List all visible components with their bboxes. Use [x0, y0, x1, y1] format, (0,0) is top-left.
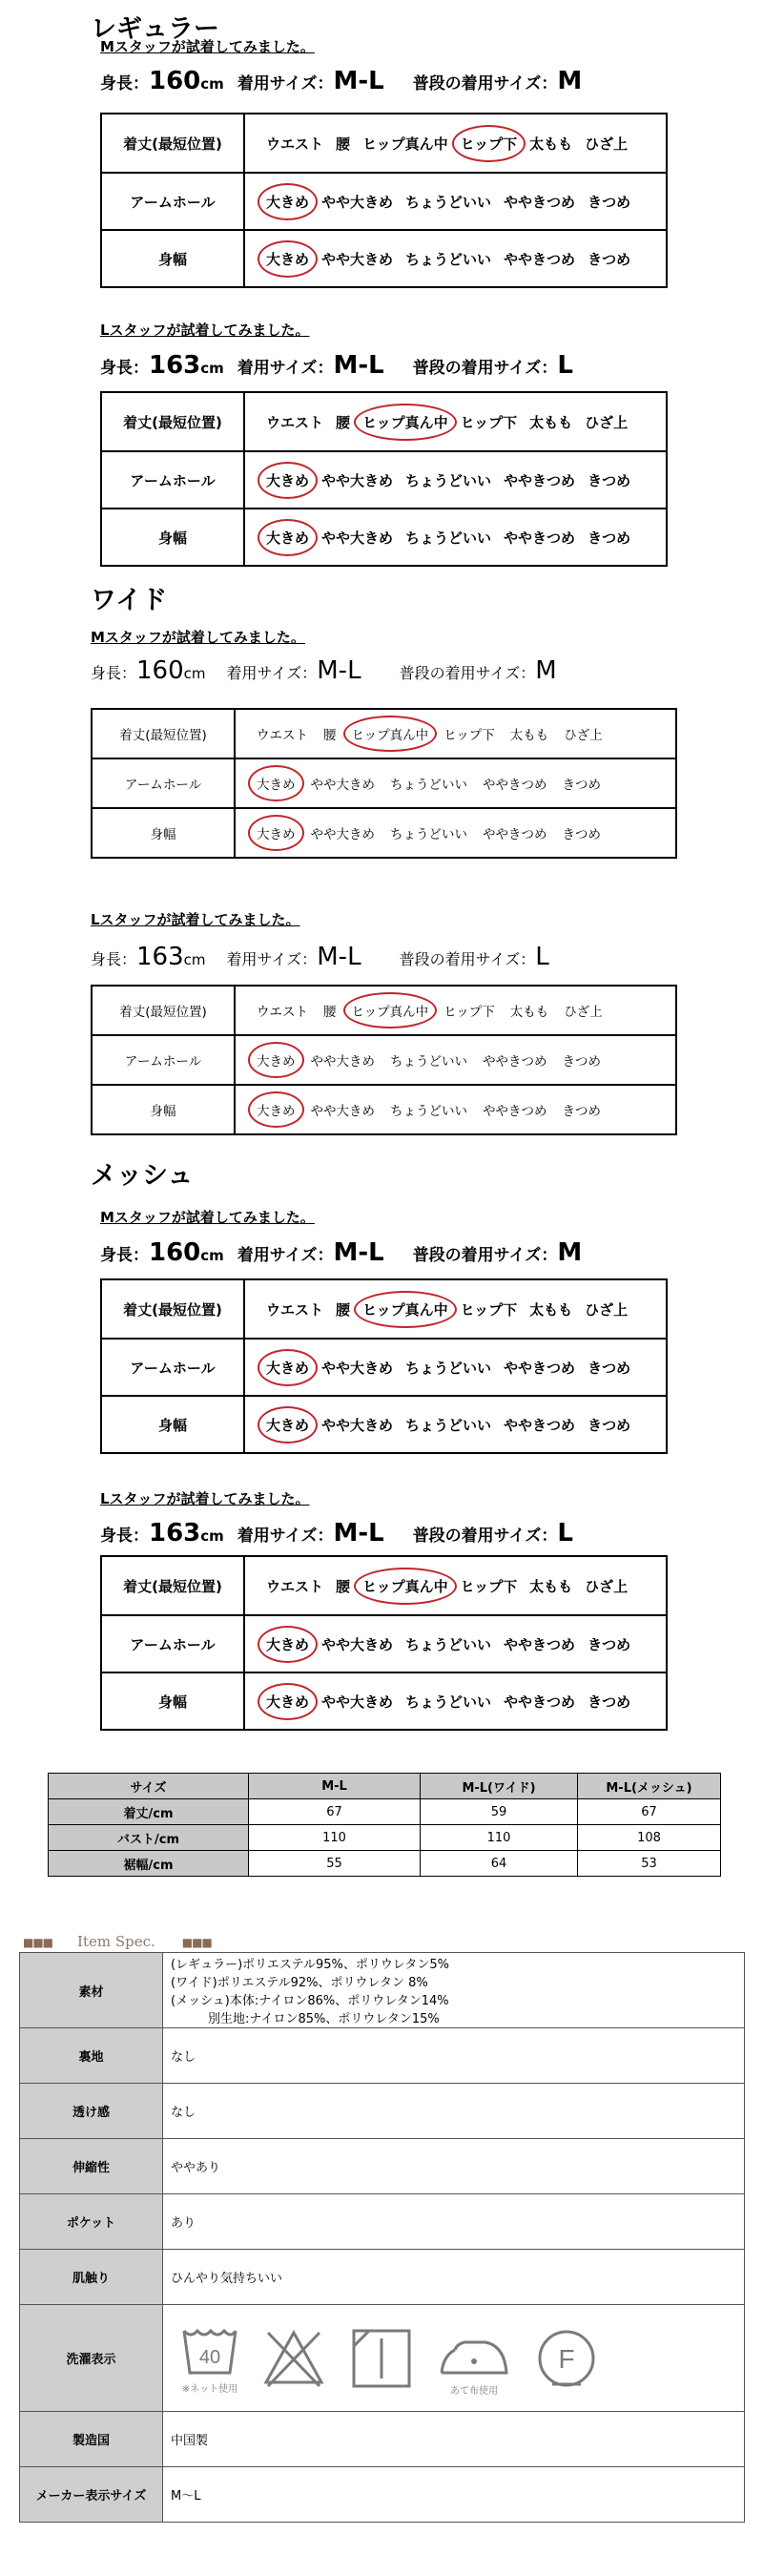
fit-row: [92, 709, 676, 758]
fit-option-selected: 大きめ: [266, 1416, 310, 1434]
usual-label: 普段の着用サイズ：: [412, 359, 558, 378]
spec-value-line: なし: [171, 2106, 196, 2120]
size-header-cell: サイズ: [49, 1774, 249, 1799]
fit-row-label: アームホール: [101, 1339, 244, 1396]
iron-low-cloth-icon: [436, 2317, 512, 2399]
fit-row: [101, 230, 667, 287]
fit-row: [92, 1035, 676, 1085]
fit-row: [101, 451, 667, 509]
fit-option: ややきつめ: [504, 471, 576, 489]
fit-option: 太もも: [509, 1005, 549, 1020]
fit-option-selected: 大きめ: [257, 1050, 296, 1070]
usual-label: 普段の着用サイズ：: [399, 950, 536, 968]
fit-option: やや大きめ: [321, 193, 394, 211]
fit-option: ウエスト: [266, 1300, 324, 1319]
spec-row: [20, 1953, 745, 2028]
fit-table: [100, 113, 668, 288]
size-label: 着用サイズ：: [237, 1246, 334, 1265]
fit-option-selected: 大きめ: [266, 1693, 310, 1711]
spec-key: 裏地: [20, 2028, 163, 2084]
fit-table: [91, 985, 677, 1135]
fit-option: 太もも: [529, 135, 573, 153]
fit-option: 腰: [336, 1577, 351, 1595]
fit-option: 腰: [323, 1005, 337, 1020]
section-title: ワイド: [91, 586, 168, 615]
fit-option-selected: ヒップ真ん中: [362, 413, 448, 431]
fit-option: ヒップ下: [460, 1577, 518, 1595]
svg-text:あて布使用: あて布使用: [450, 2385, 498, 2397]
spec-value-line: なし: [171, 2050, 196, 2065]
size-header-cell: M-L(メッシュ): [578, 1774, 721, 1799]
size-cell: 59: [421, 1799, 578, 1825]
spec-value: [163, 2194, 745, 2250]
fit-option-selected: 大きめ: [266, 1635, 310, 1653]
fit-options: [244, 1556, 667, 1615]
spec-value: [163, 2139, 745, 2194]
fit-option-selected: ヒップ真ん中: [352, 1001, 429, 1020]
spec-value: [163, 2250, 745, 2305]
spec-row: [20, 2139, 745, 2194]
fit-table: [100, 391, 668, 567]
fit-option: ちょうどいい: [405, 1635, 492, 1653]
fit-option: ひざ上: [585, 1300, 629, 1319]
fit-option-selected: ヒップ真ん中: [362, 1577, 448, 1595]
fit-option: ややきつめ: [483, 827, 547, 842]
fit-option: ややきつめ: [504, 1693, 576, 1711]
fit-option: ウエスト: [266, 135, 324, 153]
height-label: 身長：: [91, 950, 137, 968]
size-table-row: [49, 1799, 721, 1825]
line-dry-shade-icon: [348, 2325, 415, 2392]
staff-caption: Mスタッフが試着してみました。: [91, 629, 305, 646]
usual-value: L: [557, 351, 573, 380]
spec-key: 製造国: [20, 2412, 163, 2467]
fit-row-label: 着丈(最短位置): [101, 392, 244, 451]
fit-option: ヒップ下: [460, 413, 518, 431]
fit-option: ちょうどいい: [390, 778, 467, 793]
fit-option: やや大きめ: [310, 778, 375, 793]
fit-option: ちょうどいい: [405, 471, 492, 489]
fit-row: [101, 1672, 667, 1730]
size-label: 着用サイズ：: [237, 74, 334, 93]
fit-row-label: アームホール: [101, 1615, 244, 1672]
fit-option: ややきつめ: [504, 193, 576, 211]
fit-option: ややきつめ: [483, 1104, 547, 1119]
usual-label: 普段の着用サイズ：: [412, 1527, 558, 1546]
size-value: M-L: [317, 656, 361, 685]
fit-option: 腰: [336, 1300, 351, 1319]
fit-row: [101, 114, 667, 173]
fit-options: [244, 509, 667, 566]
fit-option: ちょうどいい: [405, 1416, 492, 1434]
fit-option: ちょうどいい: [405, 1359, 492, 1377]
fit-options: [244, 1339, 667, 1396]
spec-value-line: 中国製: [171, 2434, 209, 2448]
fit-table: [91, 708, 677, 859]
fit-option: やや大きめ: [321, 250, 394, 268]
fit-option: ひざ上: [564, 728, 603, 743]
staff-caption: Mスタッフが試着してみました。: [100, 1209, 315, 1226]
fit-option: やや大きめ: [321, 471, 394, 489]
size-cell: 67: [249, 1799, 421, 1825]
spec-value-line: (レギュラー)ポリエステル95%、ポリウレタン5%: [171, 1958, 449, 1972]
spec-value: [163, 1953, 745, 2028]
staff-info: [91, 943, 549, 971]
height-label: 身長：: [100, 1527, 149, 1546]
size-table-row: [49, 1825, 721, 1851]
fit-option-selected: ヒップ下: [460, 135, 518, 153]
fit-option: 太もも: [529, 413, 573, 431]
care-icons: [171, 2317, 743, 2399]
fit-option-selected: 大きめ: [266, 529, 310, 547]
fit-option: ひざ上: [585, 1577, 629, 1595]
height-unit: cm: [183, 665, 206, 682]
spec-row: [20, 2084, 745, 2139]
height-unit: cm: [183, 951, 206, 968]
svg-text:F: F: [558, 2343, 575, 2374]
fit-option: 太もも: [509, 728, 549, 743]
staff-caption: Lスタッフが試着してみました。: [91, 911, 300, 928]
fit-option-selected: 大きめ: [257, 823, 296, 842]
usual-value: L: [535, 943, 549, 971]
fit-row-label: アームホール: [101, 451, 244, 509]
fit-option: ウエスト: [257, 1005, 308, 1020]
spec-key: 透け感: [20, 2084, 163, 2139]
fit-option-selected: ヒップ真ん中: [362, 1300, 448, 1319]
staff-info: [100, 1238, 582, 1267]
fit-option-selected: 大きめ: [266, 471, 310, 489]
spec-key: 肌触り: [20, 2250, 163, 2305]
fit-option: やや大きめ: [310, 1104, 375, 1119]
fit-option: 腰: [336, 135, 351, 153]
spec-value-line: あり: [171, 2216, 196, 2231]
fit-option: ややきつめ: [504, 529, 576, 547]
size-label: 着用サイズ：: [237, 359, 334, 378]
fit-option: 腰: [336, 413, 351, 431]
size-value: M-L: [333, 1238, 384, 1267]
fit-row-label: 着丈(最短位置): [101, 114, 244, 173]
fit-options: [244, 451, 667, 509]
fit-option: ややきつめ: [504, 1359, 576, 1377]
fit-row-label: 身幅: [101, 230, 244, 287]
size-cell: 64: [421, 1851, 578, 1877]
fit-option: ややきつめ: [504, 250, 576, 268]
fit-row: [101, 509, 667, 566]
fit-option: ちょうどいい: [405, 250, 492, 268]
size-header-cell: M-L: [249, 1774, 421, 1799]
fit-options: [244, 1279, 667, 1339]
spec-table: [19, 1952, 745, 2523]
size-table-row: [49, 1851, 721, 1877]
size-cell: 108: [578, 1825, 721, 1851]
fit-option: ちょうどいい: [390, 827, 467, 842]
fit-row: [101, 1396, 667, 1453]
fit-row-label: 身幅: [101, 1672, 244, 1730]
height-value: 160: [136, 656, 184, 685]
fit-option: やや大きめ: [321, 1359, 394, 1377]
size-cell: 110: [421, 1825, 578, 1851]
fit-row: [92, 986, 676, 1035]
fit-option: ややきつめ: [483, 778, 547, 793]
fit-row-label: 着丈(最短位置): [92, 986, 235, 1035]
size-label: 着用サイズ：: [226, 664, 318, 682]
spec-value-line: (ワイド)ポリエステル92%、ポリウレタン 8%: [171, 1976, 428, 1990]
spec-row: [20, 2028, 745, 2084]
fit-option: ヒップ下: [443, 1005, 495, 1020]
staff-info: [100, 1519, 573, 1548]
fit-row: [101, 1556, 667, 1615]
spec-row: [20, 2305, 745, 2412]
spec-key: 洗濯表示: [20, 2305, 163, 2412]
fit-options: [235, 709, 676, 758]
fit-row: [92, 1085, 676, 1134]
spec-value-line: M～L: [171, 2489, 201, 2503]
staff-caption: Lスタッフが試着してみました。: [100, 322, 310, 339]
size-label: 着用サイズ：: [226, 950, 318, 968]
spec-value-line: 別生地:ナイロン85%、ポリウレタン15%: [171, 2012, 440, 2026]
height-label: 身長：: [100, 359, 149, 378]
fit-row-label: 着丈(最短位置): [101, 1556, 244, 1615]
usual-value: M: [557, 67, 583, 95]
fit-option-selected: 大きめ: [266, 250, 310, 268]
size-value: M-L: [317, 943, 361, 971]
fit-option: きつめ: [562, 1054, 601, 1070]
fit-option: きつめ: [562, 827, 601, 842]
fit-option: きつめ: [588, 529, 631, 547]
height-unit: cm: [200, 360, 224, 377]
spec-key: メーカー表示サイズ: [20, 2467, 163, 2523]
size-cell: 67: [578, 1799, 721, 1825]
fit-option: きつめ: [562, 778, 601, 793]
fit-option-selected: 大きめ: [266, 1359, 310, 1377]
fit-option: やや大きめ: [321, 529, 394, 547]
fit-options: [244, 1672, 667, 1730]
fit-option: やや大きめ: [310, 1054, 375, 1070]
size-cell: 53: [578, 1851, 721, 1877]
fit-row-label: 身幅: [92, 808, 235, 858]
fit-table: [100, 1555, 668, 1731]
fit-option: きつめ: [562, 1104, 601, 1119]
spec-key: 伸縮性: [20, 2139, 163, 2194]
spec-value-line: (メッシュ)本体:ナイロン86%、ポリウレタン14%: [171, 1994, 449, 2008]
section-title: メッシュ: [91, 1161, 194, 1191]
fit-options: [235, 986, 676, 1035]
spec-key: ポケット: [20, 2194, 163, 2250]
usual-label: 普段の着用サイズ：: [412, 1246, 558, 1265]
size-row-label: 着丈/cm: [49, 1799, 249, 1825]
fit-option: ちょうどいい: [405, 529, 492, 547]
staff-info: [100, 351, 573, 380]
svg-text:40: 40: [198, 2346, 221, 2368]
fit-row-label: アームホール: [101, 173, 244, 230]
spec-value-line: ややあり: [171, 2161, 221, 2175]
fit-option: ちょうどいい: [405, 1693, 492, 1711]
heading-marks: ■■■: [181, 1936, 212, 1949]
height-unit: cm: [200, 75, 224, 93]
fit-options: [235, 808, 676, 858]
fit-option: ちょうどいい: [405, 193, 492, 211]
fit-options: [244, 230, 667, 287]
height-label: 身長：: [100, 1246, 149, 1265]
spec-value: [163, 2084, 745, 2139]
fit-option: ウエスト: [266, 413, 324, 431]
usual-label: 普段の着用サイズ：: [399, 664, 536, 682]
height-value: 160: [149, 1238, 201, 1267]
fit-option: ややきつめ: [504, 1416, 576, 1434]
fit-row: [92, 758, 676, 808]
usual-value: L: [557, 1519, 573, 1548]
fit-option-selected: 大きめ: [257, 774, 296, 793]
staff-info: [100, 67, 582, 95]
fit-option-selected: ヒップ真ん中: [352, 724, 429, 743]
fit-option: きつめ: [588, 1416, 631, 1434]
fit-row-label: アームホール: [92, 758, 235, 808]
height-value: 163: [149, 351, 201, 380]
fit-option: ウエスト: [266, 1577, 324, 1595]
fit-option: やや大きめ: [310, 827, 375, 842]
spec-value-line: ひんやり気持ちいい: [171, 2272, 283, 2286]
fit-option: ウエスト: [257, 728, 308, 743]
fit-row: [101, 173, 667, 230]
fit-row: [92, 808, 676, 858]
fit-option: ちょうどいい: [390, 1104, 467, 1119]
fit-row: [101, 392, 667, 451]
fit-option: きつめ: [588, 1693, 631, 1711]
height-unit: cm: [200, 1527, 224, 1545]
size-label: 着用サイズ：: [237, 1527, 334, 1546]
fit-option: きつめ: [588, 1635, 631, 1653]
fit-option-selected: 大きめ: [257, 1100, 296, 1119]
spec-row: [20, 2412, 745, 2467]
height-label: 身長：: [100, 74, 149, 93]
staff-caption: Mスタッフが試着してみました。: [100, 38, 315, 55]
size-value: M-L: [333, 351, 384, 380]
staff-caption: Lスタッフが試着してみました。: [100, 1490, 310, 1507]
usual-value: M: [535, 656, 557, 685]
fit-options: [235, 1085, 676, 1134]
fit-row-label: 身幅: [101, 509, 244, 566]
fit-option: きつめ: [588, 471, 631, 489]
usual-label: 普段の着用サイズ：: [412, 74, 558, 93]
size-table-header: [49, 1774, 721, 1799]
no-bleach-icon: [260, 2325, 327, 2392]
size-table: [48, 1773, 721, 1877]
spec-row: [20, 2250, 745, 2305]
fit-row: [101, 1339, 667, 1396]
spec-heading: [23, 1933, 212, 1950]
fit-option: ややきつめ: [483, 1054, 547, 1070]
fit-row-label: 身幅: [92, 1085, 235, 1134]
fit-row: [101, 1279, 667, 1339]
fit-option: ややきつめ: [504, 1635, 576, 1653]
fit-row-label: 身幅: [101, 1396, 244, 1453]
usual-value: M: [557, 1238, 583, 1267]
spec-row: [20, 2467, 745, 2523]
fit-option-selected: 大きめ: [266, 193, 310, 211]
height-unit: cm: [200, 1247, 224, 1264]
section-title: レギュラー: [91, 14, 219, 44]
spec-heading-text: Item Spec.: [77, 1933, 155, 1950]
fit-option: やや大きめ: [321, 1635, 394, 1653]
size-cell: 110: [249, 1825, 421, 1851]
fit-options: [235, 1035, 676, 1085]
fit-option: ひざ上: [585, 413, 629, 431]
fit-option: ひざ上: [564, 1005, 603, 1020]
fit-option: きつめ: [588, 250, 631, 268]
fit-options: [244, 173, 667, 230]
fit-row-label: 着丈(最短位置): [92, 709, 235, 758]
height-value: 160: [149, 67, 201, 95]
height-value: 163: [136, 943, 184, 971]
spec-value: [163, 2028, 745, 2084]
fit-row-label: 着丈(最短位置): [101, 1279, 244, 1339]
heading-marks: ■■■: [23, 1936, 53, 1949]
svg-text:※ネット使用: ※ネット使用: [181, 2383, 238, 2395]
fit-option: ヒップ下: [443, 728, 495, 743]
fit-option: きつめ: [588, 193, 631, 211]
fit-option: 太もも: [529, 1577, 573, 1595]
spec-row: [20, 2194, 745, 2250]
spec-value: [163, 2305, 745, 2412]
fit-option: やや大きめ: [321, 1416, 394, 1434]
fit-row-label: アームホール: [92, 1035, 235, 1085]
fit-option: ひざ上: [585, 135, 629, 153]
dry-clean-f-icon: [533, 2325, 600, 2392]
fit-table: [100, 1278, 668, 1454]
spec-value: [163, 2467, 745, 2523]
size-row-label: バスト/cm: [49, 1825, 249, 1851]
wash-40-net-icon: [180, 2317, 239, 2399]
fit-options: [244, 1396, 667, 1453]
height-label: 身長：: [91, 664, 137, 682]
size-value: M-L: [333, 67, 384, 95]
size-cell: 55: [249, 1851, 421, 1877]
spec-key: 素材: [20, 1953, 163, 2028]
staff-info: [91, 656, 557, 685]
spec-value: [163, 2412, 745, 2467]
fit-option: やや大きめ: [321, 1693, 394, 1711]
fit-options: [244, 392, 667, 451]
fit-option: ちょうどいい: [390, 1054, 467, 1070]
fit-option: ヒップ真ん中: [362, 135, 448, 153]
size-header-cell: M-L(ワイド): [421, 1774, 578, 1799]
fit-option: きつめ: [588, 1359, 631, 1377]
fit-options: [235, 758, 676, 808]
fit-options: [244, 1615, 667, 1672]
fit-row: [101, 1615, 667, 1672]
fit-options: [244, 114, 667, 173]
fit-option: ヒップ下: [460, 1300, 518, 1319]
size-value: M-L: [333, 1519, 384, 1548]
fit-option: 腰: [323, 728, 337, 743]
size-row-label: 裾幅/cm: [49, 1851, 249, 1877]
fit-option: 太もも: [529, 1300, 573, 1319]
height-value: 163: [149, 1519, 201, 1548]
